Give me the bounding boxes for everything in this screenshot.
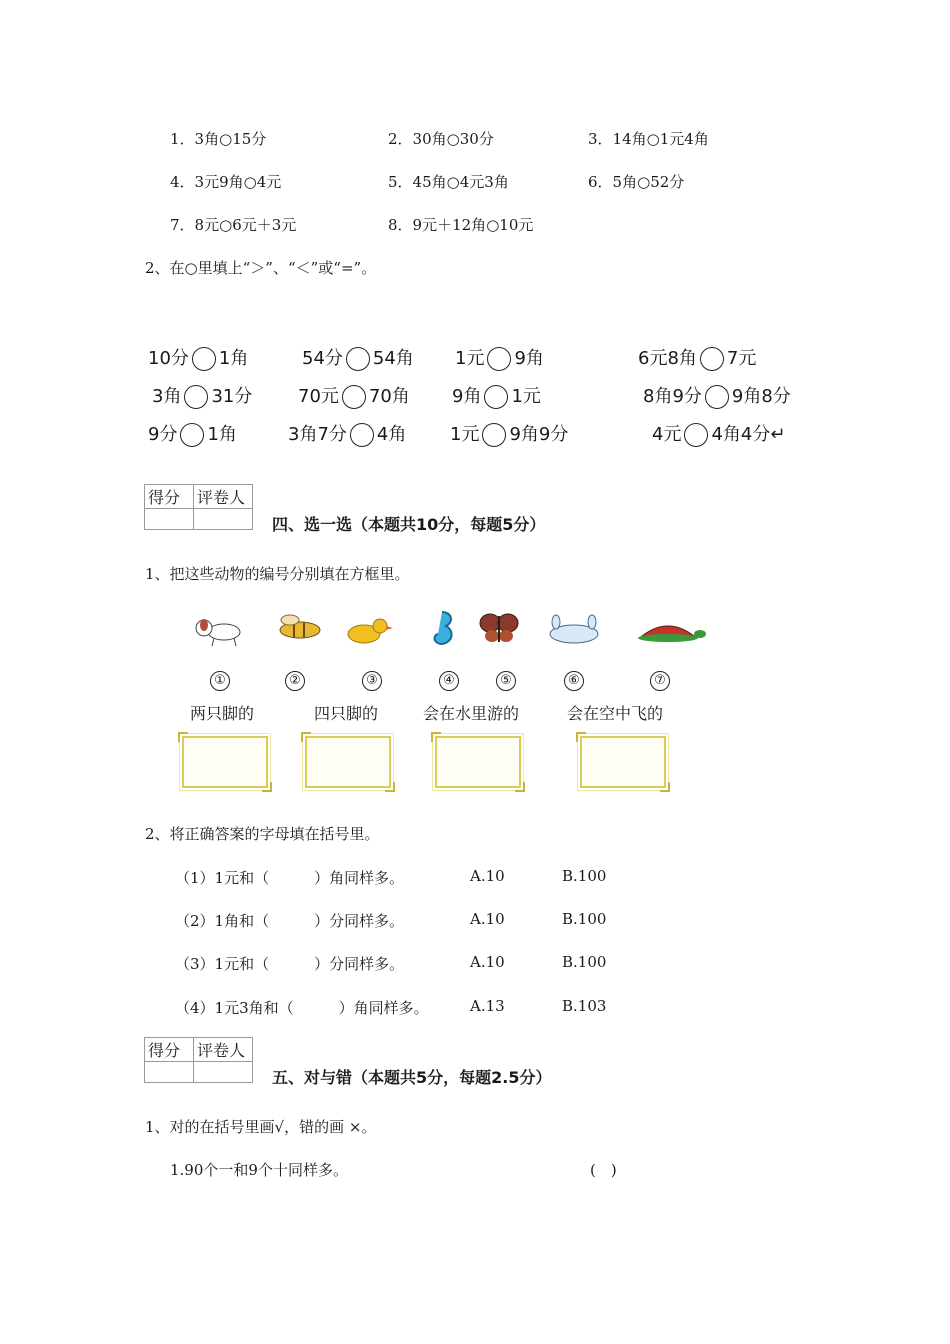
- compare-cell: 3角7分 4角: [288, 424, 407, 445]
- answer-box[interactable]: [580, 736, 666, 788]
- compare-circle[interactable]: [350, 423, 374, 447]
- section-5-title: 五、对与错（本题共5分，每题2.5分）: [272, 1068, 552, 1087]
- score-label: 得分: [145, 1038, 194, 1062]
- true-false-item: 1.90个一和9个十同样多。: [170, 1161, 348, 1179]
- compare-circle[interactable]: [184, 385, 208, 409]
- choice-question: （2）1角和（ ）分同样多。: [175, 912, 405, 930]
- comparison-item-3: 3．14角○1元4角: [588, 130, 709, 148]
- compare-cell: 9分 1角: [148, 424, 237, 445]
- section-4-title: 四、选一选（本题共10分，每题5分）: [272, 515, 546, 534]
- compare-cell: 6元8角 7元: [638, 348, 757, 369]
- compare-cell: 3角 31分: [152, 386, 253, 407]
- choice-question: （3）1元和（ ）分同样多。: [175, 955, 405, 973]
- comparison-item-8: 8．9元＋12角○10元: [388, 216, 534, 234]
- score-cell[interactable]: [145, 1062, 194, 1083]
- section-4-question-1: 1、把这些动物的编号分别填在方框里。: [145, 565, 410, 583]
- animal-number: ④: [439, 669, 459, 691]
- question-2-title: 2、在○里填上“＞”、“＜”或“=”。: [145, 259, 377, 277]
- choice-option-b[interactable]: B.103: [562, 997, 607, 1015]
- comparison-item-1: 1．3角○15分: [170, 130, 267, 148]
- comparison-item-6: 6．5角○52分: [588, 173, 685, 191]
- choice-question: （1）1元和（ ）角同样多。: [175, 869, 405, 887]
- answer-box[interactable]: [305, 736, 391, 788]
- compare-cell: 8角9分 9角8分: [643, 386, 791, 407]
- choice-option-a[interactable]: A.10: [470, 953, 505, 971]
- compare-circle[interactable]: [192, 347, 216, 371]
- grader-label: 评卷人: [194, 485, 253, 509]
- animal-number: ②: [285, 669, 305, 691]
- animal-number: ③: [362, 669, 382, 691]
- compare-circle[interactable]: [484, 385, 508, 409]
- compare-circle[interactable]: [346, 347, 370, 371]
- rabbit-picture: [544, 614, 606, 646]
- grader-label: 评卷人: [194, 1038, 253, 1062]
- section-4-question-2: 2、将正确答案的字母填在括号里。: [145, 825, 380, 843]
- category-label: 会在空中飞的: [567, 704, 664, 723]
- choice-option-a[interactable]: A.13: [470, 997, 505, 1015]
- compare-circle[interactable]: [342, 385, 366, 409]
- score-cell[interactable]: [145, 509, 194, 530]
- animal-number: ⑦: [650, 669, 670, 691]
- choice-option-a[interactable]: A.10: [470, 867, 505, 885]
- compare-cell: 54分 54角: [302, 348, 414, 369]
- turtle-picture: [632, 618, 708, 644]
- category-label: 四只脚的: [314, 704, 379, 723]
- animal-number: ①: [210, 669, 230, 691]
- choice-option-b[interactable]: B.100: [562, 867, 607, 885]
- score-label: 得分: [145, 485, 194, 509]
- compare-cell: 1元 9角: [455, 348, 544, 369]
- category-label: 两只脚的: [190, 704, 255, 723]
- compare-cell: 9角 1元: [452, 386, 541, 407]
- compare-circle[interactable]: [700, 347, 724, 371]
- comparison-item-7: 7．8元○6元＋3元: [170, 216, 297, 234]
- choice-option-a[interactable]: A.10: [470, 910, 505, 928]
- compare-circle[interactable]: [180, 423, 204, 447]
- butterfly-picture: [478, 610, 520, 644]
- compare-cell: 1元 9角9分: [450, 424, 569, 445]
- choice-option-b[interactable]: B.100: [562, 910, 607, 928]
- answer-parentheses[interactable]: ( ): [590, 1161, 617, 1179]
- compare-circle[interactable]: [684, 423, 708, 447]
- compare-circle[interactable]: [482, 423, 506, 447]
- category-label: 会在水里游的: [423, 704, 520, 723]
- animal-number: ⑥: [564, 669, 584, 691]
- choice-option-b[interactable]: B.100: [562, 953, 607, 971]
- answer-box[interactable]: [182, 736, 268, 788]
- bee-picture: [268, 612, 326, 642]
- section-5-question-1: 1、对的在括号里画√，错的画 ×。: [145, 1118, 377, 1136]
- score-box: [144, 1037, 253, 1083]
- score-box: [144, 484, 253, 530]
- compare-cell: 4元 4角4分↵: [652, 424, 786, 445]
- compare-cell: 10分 1角: [148, 348, 249, 369]
- comparison-item-4: 4．3元9角○4元: [170, 173, 282, 191]
- answer-box[interactable]: [435, 736, 521, 788]
- comparison-item-5: 5．45角○4元3角: [388, 173, 509, 191]
- compare-cell: 70元 70角: [298, 386, 410, 407]
- chick-picture: [344, 614, 394, 646]
- compare-circle[interactable]: [487, 347, 511, 371]
- compare-circle[interactable]: [705, 385, 729, 409]
- comparison-item-2: 2．30角○30分: [388, 130, 494, 148]
- grader-cell[interactable]: [194, 509, 253, 530]
- dog-picture: [190, 612, 246, 648]
- grader-cell[interactable]: [194, 1062, 253, 1083]
- seahorse-picture: [424, 608, 460, 648]
- choice-question: （4）1元3角和（ ）角同样多。: [175, 999, 429, 1017]
- animal-number: ⑤: [496, 669, 516, 691]
